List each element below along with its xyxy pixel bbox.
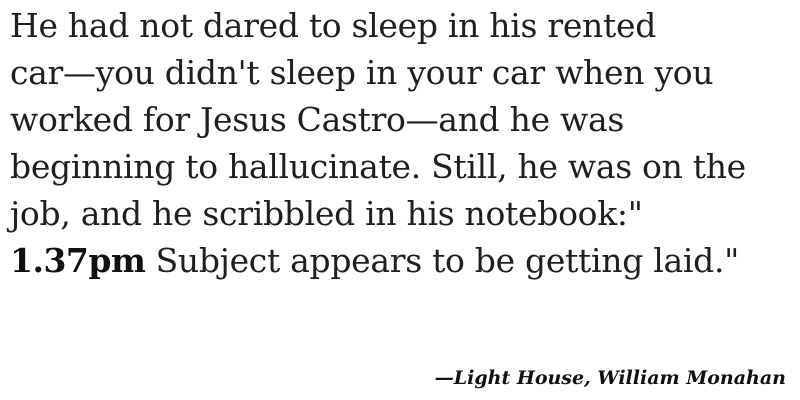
quote-text bbox=[10, 2, 790, 284]
quote-line-4: beginning to hallucinate. Still, he was on the bbox=[10, 147, 746, 186]
quote-line-3: worked for Jesus Castro—and he was bbox=[10, 100, 624, 139]
quote-line-5: job, and he scribbled in his notebook:" bbox=[10, 194, 643, 233]
time-stamp: 1.37pm bbox=[10, 241, 146, 280]
quote-line-1: He had not dared to sleep in his rented bbox=[10, 6, 657, 45]
quote-line-6-text: Subject appears to be getting laid." bbox=[145, 241, 740, 280]
quote-line-6 bbox=[10, 237, 790, 284]
quote-line-2: car—you didn't sleep in your car when you bbox=[10, 53, 714, 92]
attribution: —Light House, William Monahan bbox=[434, 367, 786, 389]
